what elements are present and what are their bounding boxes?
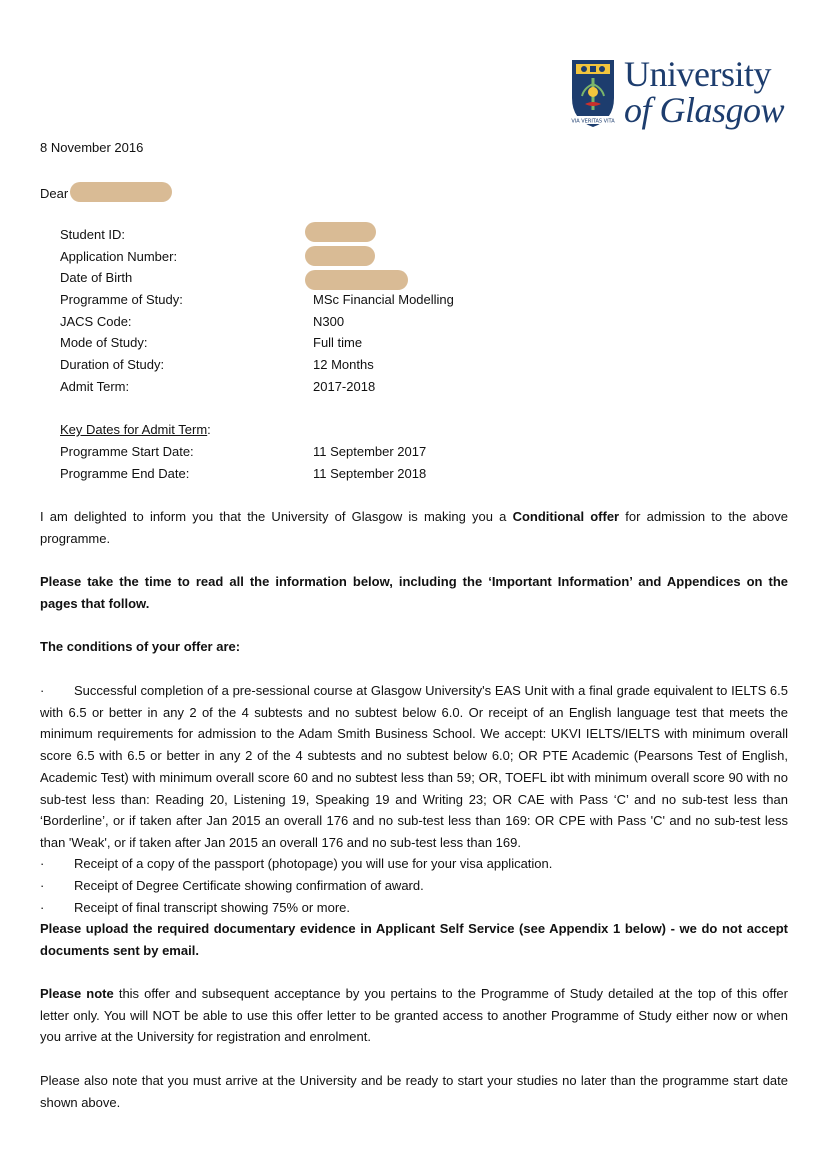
bullet-icon: ·: [40, 856, 45, 871]
field-label-programme: Programme of Study:: [60, 292, 183, 307]
bullet-icon: ·: [40, 878, 45, 893]
bullet-icon: ·: [40, 900, 45, 915]
offer-type: Conditional offer: [512, 509, 620, 524]
salutation-text: Dear: [40, 186, 69, 201]
field-value-programme: MSc Financial Modelling: [313, 292, 454, 307]
logo-text-line2: of Glasgow: [624, 90, 785, 130]
condition-item: · Receipt of final transcript showing 75% or more.: [40, 897, 788, 919]
bullet-icon: ·: [40, 683, 45, 698]
field-value-jacs-code: N300: [313, 314, 345, 329]
field-label-end-date: Programme End Date:: [60, 466, 190, 481]
field-label-jacs-code: JACS Code:: [60, 314, 132, 329]
condition-item: · Receipt of Degree Certificate showing confirmation of award.: [40, 875, 788, 897]
key-dates-heading: Key Dates for Admit Term:: [60, 422, 211, 437]
offer-paragraph: I am delighted to inform you that the University of Glasgow is making you a Conditional offer for admission to the above programme.: [40, 509, 788, 546]
field-label-mode: Mode of Study:: [60, 335, 148, 350]
redacted-name: [70, 182, 172, 202]
redacted-student-id: [305, 222, 376, 242]
field-label-start-date: Programme Start Date:: [60, 444, 194, 459]
letter-date: 8 November 2016: [40, 140, 144, 155]
note-paragraph: Please note this offer and subsequent acceptance by you pertains to the Programme of Study detailed at the top of this offer letter only. You will NOT be able to use this offer letter to be granted access to another Programme of Study either now or when you arrive at the University for registration and enrolment.: [40, 986, 788, 1045]
arrival-note: Please also note that you must arrive at the University and be ready to start your studies no later than the programme start date shown above.: [40, 1073, 788, 1110]
university-crest-icon: [570, 58, 616, 128]
field-label-student-id: Student ID:: [60, 227, 126, 242]
motto-text: VIA VERITAS VITA: [571, 118, 615, 125]
conditions-heading: The conditions of your offer are:: [40, 639, 241, 654]
redacted-date-of-birth: [305, 270, 408, 290]
field-value-mode: Full time: [313, 335, 363, 350]
field-value-duration: 12 Months: [313, 357, 374, 372]
read-notice: Please take the time to read all the information below, including the ‘Important Information’ and Appendices on the pages that follow.: [40, 574, 788, 611]
condition-item: · Successful completion of a pre-sessional course at Glasgow University's EAS Unit with a final grade equivalent to IELTS 6.5 with 6.5 or better in any 2 of the 4 subtests and no subtest below 6.0. Or receipt of an English language test that meets the minimum requirements for admission to the Adam Smith Business School. We accept: UKVI IELTS/IELTS with minimum overall score 6.5 with 6.5 or better in any 2 of the 4 subtests and no subtest below 6.0; OR PTE Academic (Pearsons Test of English, Academic Test) with minimum overall score 60 and no subtest less than 59; OR, TOEFL ibt with minimum overall score 90 with no sub-test less than: Reading 20, Listening 19, Speaking 19 and Writing 23; OR CAE with Pass ‘C’ and no sub-test less than ‘Borderline’, or if taken after Jan 2015 an overall 176 and no sub-test less than 169: OR CPE with Pass 'C' and no sub-test less than 'Weak', or if taken after Jan 2015 an overall 176 and no sub-test less than 169.: [40, 680, 788, 854]
university-logo: [570, 54, 790, 130]
field-label-admit-term: Admit Term:: [60, 379, 130, 394]
field-label-date-of-birth: Date of Birth: [60, 270, 133, 285]
field-value-start-date: 11 September 2017: [313, 444, 427, 459]
condition-item: · Receipt of a copy of the passport (photopage) you will use for your visa application.: [40, 853, 788, 875]
field-label-duration: Duration of Study:: [60, 357, 165, 372]
salutation: [40, 182, 172, 203]
field-value-admit-term: 2017-2018: [313, 379, 376, 394]
upload-notice: Please upload the required documentary evidence in Applicant Self Service (see Appendix 1 below) - we do not accept documents sent by email.: [40, 921, 788, 958]
field-label-application-number: Application Number:: [60, 249, 178, 264]
field-value-end-date: 11 September 2018: [313, 466, 427, 481]
redacted-application-number: [305, 246, 375, 266]
logo-text-line1: University: [624, 54, 771, 94]
